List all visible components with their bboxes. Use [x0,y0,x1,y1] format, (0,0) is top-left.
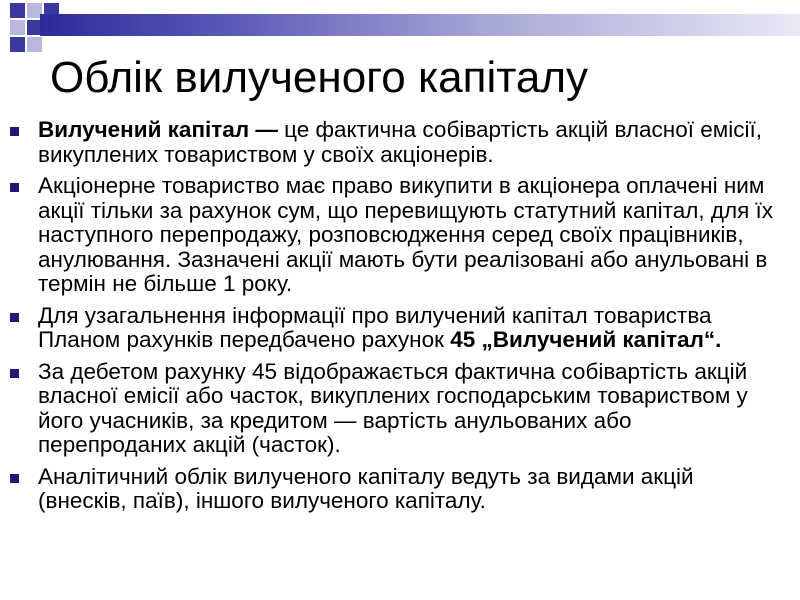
bullet-text: За дебетом рахунку 45 відображається фактична собівартість акцій власної емісії або часток, викуплених господарським товариством у його учасників, за кредитом — вартість анульованих або перепроданих акцій (часток). [38,358,748,457]
slide-title: Облік вилученого капіталу [50,53,589,102]
bullet-item [0,360,800,458]
decor-square [10,3,25,18]
square-bullet-icon [10,313,19,322]
bullet-text [38,303,721,353]
bullet-item [0,465,800,514]
bullet-bold-lead: Вилучений капітал — [38,117,278,142]
bullet-text: Акціонерне товариство має право викупити в акціонера оплачені ним акції тільки за рахунок сум, що перевищують статутний капітал, для їх наступного перепродажу, розповсюдження серед своїх працівників, анулювання. Зазначені акції мають бути реалізовані або анульовані в термін не більше 1 року. [38,173,774,296]
square-bullet-icon [10,474,19,483]
decor-square [10,20,25,35]
square-bullet-icon [10,369,19,378]
bullet-item [0,304,800,353]
decor-square [10,37,25,52]
square-bullet-icon [10,127,19,136]
bullet-bold-tail: 45 „Вилучений капітал“. [450,327,722,352]
bullet-body: Для узагальнення інформації про вилучений капітал товариства Планом рахунків передбачено рахунок [38,302,712,352]
title-accent-band [40,14,800,36]
bullet-text: Аналітичний облік вилученого капіталу ведуть за видами акцій (внесків, паїв), іншого вилученого капіталу. [38,463,694,513]
bullet-list [0,118,800,521]
bullet-item [0,118,800,167]
square-bullet-icon [10,183,19,192]
decor-square [27,37,42,52]
bullet-text [38,117,762,167]
bullet-body: це фактична собівартість акцій власної емісії, викуплених товариством у своїх акціонерів. [38,117,762,167]
bullet-item [0,174,800,297]
